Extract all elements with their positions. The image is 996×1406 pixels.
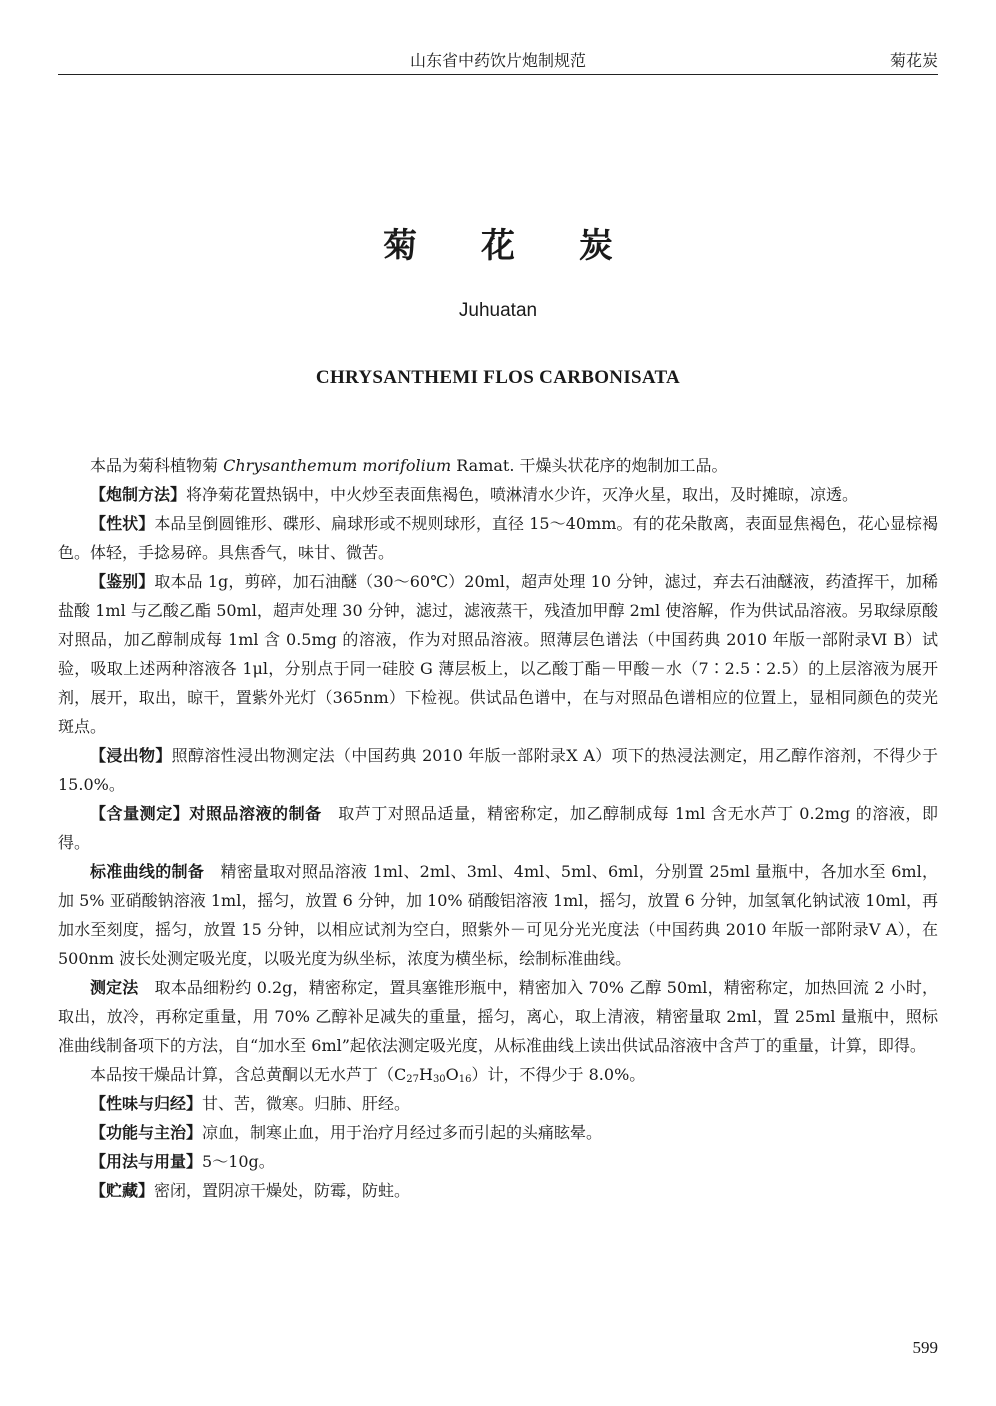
storage-text: 密闭，置阴凉干燥处，防霉，防蛀。	[154, 1181, 411, 1200]
extract-paragraph	[58, 741, 938, 799]
standard-curve-paragraph	[58, 857, 938, 973]
formula-sub-c: 27	[406, 1074, 419, 1085]
processing-text: 将净菊花置热锅中，中火炒至表面焦褐色，喷淋清水少许，灭净火星，取出，及时摊晾，凉透。	[186, 485, 859, 504]
extract-label: 【浸出物】	[90, 746, 172, 765]
assay-label: 【含量测定】	[90, 804, 190, 823]
formula-h: H	[418, 1065, 433, 1084]
book-title: 山东省中药饮片炮制规范	[409, 51, 586, 70]
assay-sub1: 对照品溶液的制备	[189, 804, 322, 823]
running-header	[58, 48, 938, 72]
formula-o: O	[445, 1065, 459, 1084]
entry-title: 菊 花 炭	[383, 226, 639, 266]
intro-paragraph	[58, 451, 938, 480]
character-text: 本品呈倒圆锥形、碟形、扁球形或不规则球形，直径 15～40mm。有的花朵散离，表面显焦褐色，花心显棕褐色。体轻，手捻易碎。具焦香气，味甘、微苦。	[58, 514, 938, 562]
character-label: 【性状】	[90, 514, 155, 533]
storage-paragraph	[58, 1176, 938, 1205]
header-rule	[58, 74, 938, 75]
nature-label: 【性味与归经】	[90, 1094, 203, 1113]
identification-label: 【鉴别】	[90, 572, 155, 591]
determination-paragraph	[58, 973, 938, 1060]
nature-text: 甘、苦，微寒。归肺、肝经。	[202, 1094, 411, 1113]
character-paragraph	[58, 509, 938, 567]
assay-sub3: 测定法	[90, 978, 139, 997]
assay-text1: 取芦丁对照品适量，精密称定，加乙醇制成每 1ml 含无水芦丁 0.2mg 的溶液，即得。	[58, 804, 938, 852]
extract-text: 照醇溶性浸出物测定法（中国药典 2010 年版一部附录Ⅹ A）项下的热浸法测定，用乙醇作溶剂，不得少于 15.0%。	[58, 746, 938, 794]
assay-sub2: 标准曲线的制备	[90, 862, 205, 881]
intro-text-b: Ramat. 干燥头状花序的炮制加工品。	[451, 456, 728, 475]
limit-paragraph	[58, 1060, 938, 1089]
assay-text2: 精密量取对照品溶液 1ml、2ml、3ml、4ml、5ml、6ml，分别置 25ml 量瓶中，各加水至 6ml，加 5% 亚硝酸钠溶液 1ml，摇匀，放置 6 分钟，加 10% 硝酸铝溶液 1ml，摇匀，放置 6 分钟，加氢氧化钠试液 10ml，再加水至刻度，摇匀，放置 15 分钟，以相应试剂为空白，照紫外－可见分光光度法（中国药典 2010 年版一部附录Ⅴ A），在 500nm 波长处测定吸光度，以吸光度为纵坐标，浓度为横坐标，绘制标准曲线。	[58, 862, 938, 968]
processing-label: 【炮制方法】	[90, 485, 187, 504]
formula-sub-o: 16	[458, 1074, 472, 1085]
processing-paragraph	[58, 480, 938, 509]
formula-sub-h: 30	[432, 1074, 446, 1085]
dosage-paragraph	[58, 1147, 938, 1176]
identification-paragraph	[58, 567, 938, 741]
monograph-body	[58, 451, 938, 1205]
function-text: 凉血，制寒止血，用于治疗月经过多而引起的头痛眩晕。	[202, 1123, 603, 1142]
storage-label: 【贮藏】	[90, 1181, 155, 1200]
species-name: Chrysanthemum morifolium	[223, 456, 452, 475]
page-number: 599	[912, 1338, 938, 1357]
function-label: 【功能与主治】	[90, 1123, 203, 1142]
intro-text-a: 本品为菊科植物菊	[90, 456, 224, 475]
dosage-label: 【用法与用量】	[90, 1152, 203, 1171]
limit-text-b: ）计，不得少于 8.0%。	[471, 1065, 646, 1084]
limit-text-a: 本品按干燥品计算，含总黄酮以无水芦丁（C	[90, 1065, 407, 1084]
assay-text3: 取本品细粉约 0.2g，精密称定，置具塞锥形瓶中，精密加入 70% 乙醇 50ml，精密称定，加热回流 2 小时，取出，放冷，再称定重量，用 70% 乙醇补足减失的重量，摇匀，离心，取上清液，精密量取 2ml，置 25ml 量瓶中，照标准曲线制备项下的方法，自“加水至 6ml”起依法测定吸光度，从标准曲线上读出供试品溶液中含芦丁的重量，计算，即得。	[58, 978, 938, 1055]
identification-text: 取本品 1g，剪碎，加石油醚（30～60℃）20ml，超声处理 10 分钟，滤过，弃去石油醚液，药渣挥干，加稀盐酸 1ml 与乙酸乙酯 50ml，超声处理 30 分钟，滤过，滤液蒸干，残渣加甲醇 2ml 使溶解，作为供试品溶液。另取绿原酸对照品，加乙醇制成每 1ml 含 0.5mg 的溶液，作为对照品溶液。照薄层色谱法（中国药典 2010 年版一部附录Ⅵ B）试验，吸取上述两种溶液各 1μl，分别点于同一硅胶 G 薄层板上，以乙酸丁酯－甲酸－水（7∶2.5∶2.5）的上层溶液为展开剂，展开，取出，晾干，置紫外光灯（365nm）下检视。供试品色谱中，在与对照品色谱相应的位置上，显相同颜色的荧光斑点。	[58, 572, 938, 736]
function-paragraph	[58, 1118, 938, 1147]
dosage-text: 5～10g。	[202, 1152, 275, 1171]
entry-name: 菊花炭	[889, 51, 938, 70]
latin-name: CHRYSANTHEMI FLOS CARBONISATA	[315, 367, 681, 388]
pinyin-name: Juhuatan	[458, 300, 538, 321]
nature-paragraph	[58, 1089, 938, 1118]
assay-paragraph	[58, 799, 938, 857]
